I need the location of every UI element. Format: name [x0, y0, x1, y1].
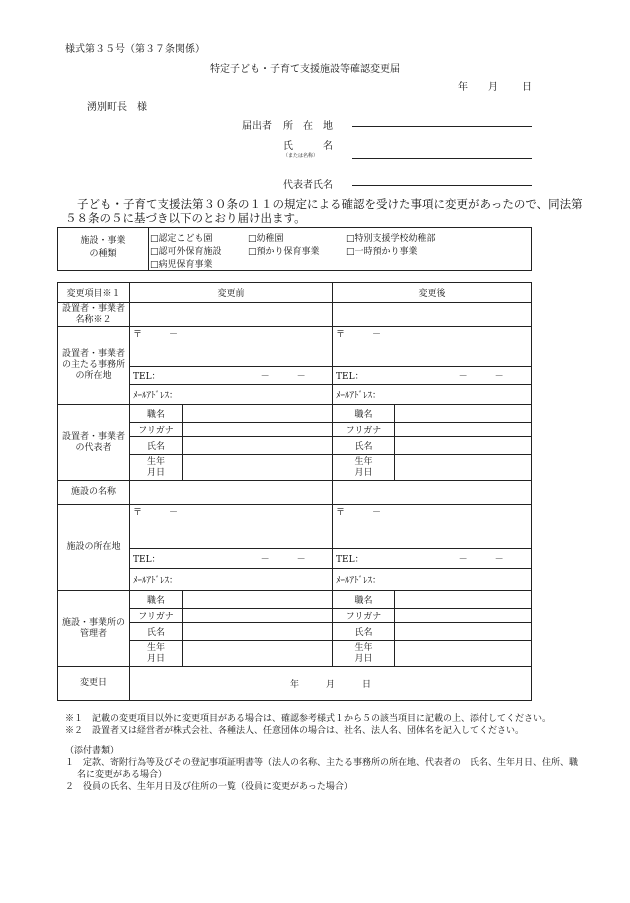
operator-rep-birth-before[interactable]: [183, 455, 333, 481]
addressee: 湧別町長 様: [87, 102, 147, 113]
facility-type-label-1: 施設・事業: [80, 236, 126, 246]
operator-tel-dash-before: － －: [260, 372, 306, 382]
birth-label-line2: 月日: [354, 467, 373, 478]
row-facility-address-mail: [58, 569, 532, 591]
row-manager-birth: [58, 641, 532, 667]
manager-name-label-after: 氏名: [333, 623, 395, 641]
operator-rep-post-after[interactable]: [395, 405, 532, 423]
change-date-value[interactable]: 年 月 日: [130, 667, 532, 701]
row-manager-name: [58, 623, 532, 641]
facility-name-after[interactable]: [333, 481, 532, 505]
facility-type-label-2: の種類: [89, 249, 117, 259]
body-text-line1: 子ども・子育て支援法第３０条の１１の規定による確認を受けた事項に変更があったので、同法第: [77, 197, 583, 211]
manager-name-before[interactable]: [183, 623, 333, 641]
birth-label-line1: 生年: [146, 642, 165, 653]
operator-tel-label-before: TEL：: [133, 372, 161, 382]
header-after: 変更後: [333, 283, 532, 303]
facility-name-before[interactable]: [130, 481, 333, 505]
manager-furigana-label-after: フリガナ: [333, 609, 395, 623]
birth-label-line2: 月日: [146, 467, 165, 478]
birth-label-line1: 生年: [354, 642, 373, 653]
applicant-rep-label: 代表者氏名: [283, 180, 333, 191]
checkbox-youchien[interactable]: □幼稚園: [248, 234, 284, 244]
header-item: 変更項目※１: [58, 283, 130, 303]
operator-tel-after[interactable]: [333, 367, 532, 385]
operator-rep-name-label-before: 氏名: [130, 437, 183, 455]
operator-postal-after[interactable]: 〒 －: [333, 327, 532, 367]
operator-rep-post-before[interactable]: [183, 405, 333, 423]
operator-rep-name-before[interactable]: [183, 437, 333, 455]
operator-rep-name-after[interactable]: [395, 437, 532, 455]
manager-post-before[interactable]: [183, 591, 333, 609]
row-operator-rep-name: [58, 437, 532, 455]
operator-name-label: 設置者・事業者名称※２: [58, 303, 130, 327]
row-manager-post: [58, 591, 532, 609]
attachment-1-line1: １ 定款、寄附行為等及びその登記事項証明書等（法人の名称、主たる事務所の所在地、代表者の 氏名、生年月日、住所、職: [65, 758, 579, 768]
checkbox-nintei-kodomoen[interactable]: □認定こども園: [150, 234, 213, 244]
manager-birth-after[interactable]: [395, 641, 532, 667]
operator-tel-label-after: TEL：: [336, 372, 364, 382]
row-operator-office-tel: [58, 367, 532, 385]
operator-tel-before[interactable]: [130, 367, 333, 385]
checkbox-tokubetsu-shien[interactable]: □特別支援学校幼稚部: [346, 234, 436, 244]
note-1: ※１ 記載の変更項目以外に変更項目がある場合は、確認参考様式１から５の該当項目に記載の上、添付してください。: [65, 714, 552, 724]
row-manager-furigana: [58, 609, 532, 623]
date-year: 年: [458, 82, 468, 93]
manager-furigana-before[interactable]: [183, 609, 333, 623]
applicant-name-note: （または名称）: [283, 153, 319, 159]
date-month: 月: [488, 82, 498, 93]
operator-rep-birth-label-after: [333, 455, 395, 481]
applicant-name-line[interactable]: [352, 158, 532, 159]
facility-manager-label: 施設・事業所の管理者: [58, 591, 130, 667]
operator-rep-furigana-before[interactable]: [183, 423, 333, 437]
applicant-header: 届出者: [242, 121, 272, 132]
checkbox-azukari-hoiku[interactable]: □預かり保育事業: [248, 247, 320, 257]
facility-tel-after[interactable]: [333, 549, 532, 569]
facility-postal-before[interactable]: 〒 －: [130, 505, 333, 549]
facility-tel-dash-after: － －: [458, 555, 504, 565]
manager-post-label-after: 職名: [333, 591, 395, 609]
form-title: 特定子ども・子育て支援施設等確認変更届: [210, 64, 400, 75]
note-2: ※２ 設置者又は経営者が株式会社、各種法人、任意団体の場合は、社名、法人名、団体名を記入してください。: [65, 726, 525, 736]
facility-tel-dash-before: － －: [260, 555, 306, 565]
manager-post-after[interactable]: [395, 591, 532, 609]
applicant-address-line[interactable]: [352, 126, 532, 127]
facility-postal-after[interactable]: 〒 －: [333, 505, 532, 549]
attachment-1-line2: 名に変更がある場合）: [77, 770, 168, 780]
operator-mail-before[interactable]: ﾒｰﾙｱﾄﾞﾚｽ：: [130, 385, 333, 405]
operator-rep-post-label-after: 職名: [333, 405, 395, 423]
date-day: 日: [522, 82, 532, 93]
manager-name-label-before: 氏名: [130, 623, 183, 641]
facility-type-box: [57, 227, 532, 271]
facility-tel-label-before: TEL：: [133, 555, 161, 565]
row-operator-name: [58, 303, 532, 327]
birth-label-line1: 生年: [354, 456, 373, 467]
facility-name-label: 施設の名称: [58, 481, 130, 505]
checkbox-ninkagai-hoiku[interactable]: □認可外保育施設: [150, 247, 222, 257]
operator-mail-after[interactable]: ﾒｰﾙｱﾄﾞﾚｽ：: [333, 385, 532, 405]
checkbox-byouji-hoiku[interactable]: □病児保育事業: [150, 260, 213, 270]
birth-label-line2: 月日: [146, 653, 165, 664]
attachment-2: ２ 役員の氏名、生年月日及び住所の一覧（役員に変更があった場合）: [65, 782, 353, 792]
row-operator-office-postal: [58, 327, 532, 367]
operator-rep-birth-after[interactable]: [395, 455, 532, 481]
operator-rep-label: 設置者・事業者の代表者: [58, 405, 130, 481]
facility-type-label-cell: [58, 228, 149, 270]
manager-birth-label-before: [130, 641, 183, 667]
body-text-line2: ５８条の５に基づき以下のとおり届け出ます。: [65, 211, 306, 225]
row-operator-rep-post: [58, 405, 532, 423]
facility-address-label: 施設の所在地: [58, 505, 130, 591]
row-facility-name: [58, 481, 532, 505]
manager-birth-before[interactable]: [183, 641, 333, 667]
applicant-address-label: 所 在 地: [283, 121, 333, 132]
birth-label-line1: 生年: [146, 456, 165, 467]
operator-rep-furigana-after[interactable]: [395, 423, 532, 437]
operator-rep-furigana-label-after: フリガナ: [333, 423, 395, 437]
change-date-label: 変更日: [58, 667, 130, 701]
header-before: 変更前: [130, 283, 333, 303]
facility-mail-before[interactable]: ﾒｰﾙｱﾄﾞﾚｽ：: [130, 569, 333, 591]
facility-tel-before[interactable]: [130, 549, 333, 569]
row-operator-office-mail: [58, 385, 532, 405]
birth-label-line2: 月日: [354, 653, 373, 664]
row-facility-address-tel: [58, 549, 532, 569]
table-header-row: [58, 283, 532, 303]
operator-rep-birth-label-before: [130, 455, 183, 481]
row-operator-rep-furigana: [58, 423, 532, 437]
applicant-rep-line[interactable]: [352, 185, 532, 186]
operator-tel-dash-after: － －: [458, 372, 504, 382]
manager-furigana-label-before: フリガナ: [130, 609, 183, 623]
body-text: [65, 197, 585, 225]
operator-rep-post-label-before: 職名: [130, 405, 183, 423]
manager-post-label-before: 職名: [130, 591, 183, 609]
change-table: [57, 282, 532, 701]
applicant-name-label: 氏 名: [283, 141, 333, 152]
manager-name-after[interactable]: [395, 623, 532, 641]
row-change-date: [58, 667, 532, 701]
operator-postal-before[interactable]: 〒 －: [130, 327, 333, 367]
row-operator-rep-birth: [58, 455, 532, 481]
operator-rep-furigana-label-before: フリガナ: [130, 423, 183, 437]
form-number: 様式第３５号（第３７条関係）: [65, 44, 205, 55]
operator-name-after[interactable]: [333, 303, 532, 327]
operator-rep-name-label-after: 氏名: [333, 437, 395, 455]
operator-office-label: 設置者・事業者の主たる事務所の所在地: [58, 327, 130, 405]
row-facility-address-postal: [58, 505, 532, 549]
checkbox-ichiji-azukari[interactable]: □一時預かり事業: [346, 247, 418, 257]
attachments-header: （添付書類）: [65, 746, 120, 756]
manager-furigana-after[interactable]: [395, 609, 532, 623]
operator-name-before[interactable]: [130, 303, 333, 327]
manager-birth-label-after: [333, 641, 395, 667]
facility-mail-after[interactable]: ﾒｰﾙｱﾄﾞﾚｽ：: [333, 569, 532, 591]
facility-tel-label-after: TEL：: [336, 555, 364, 565]
